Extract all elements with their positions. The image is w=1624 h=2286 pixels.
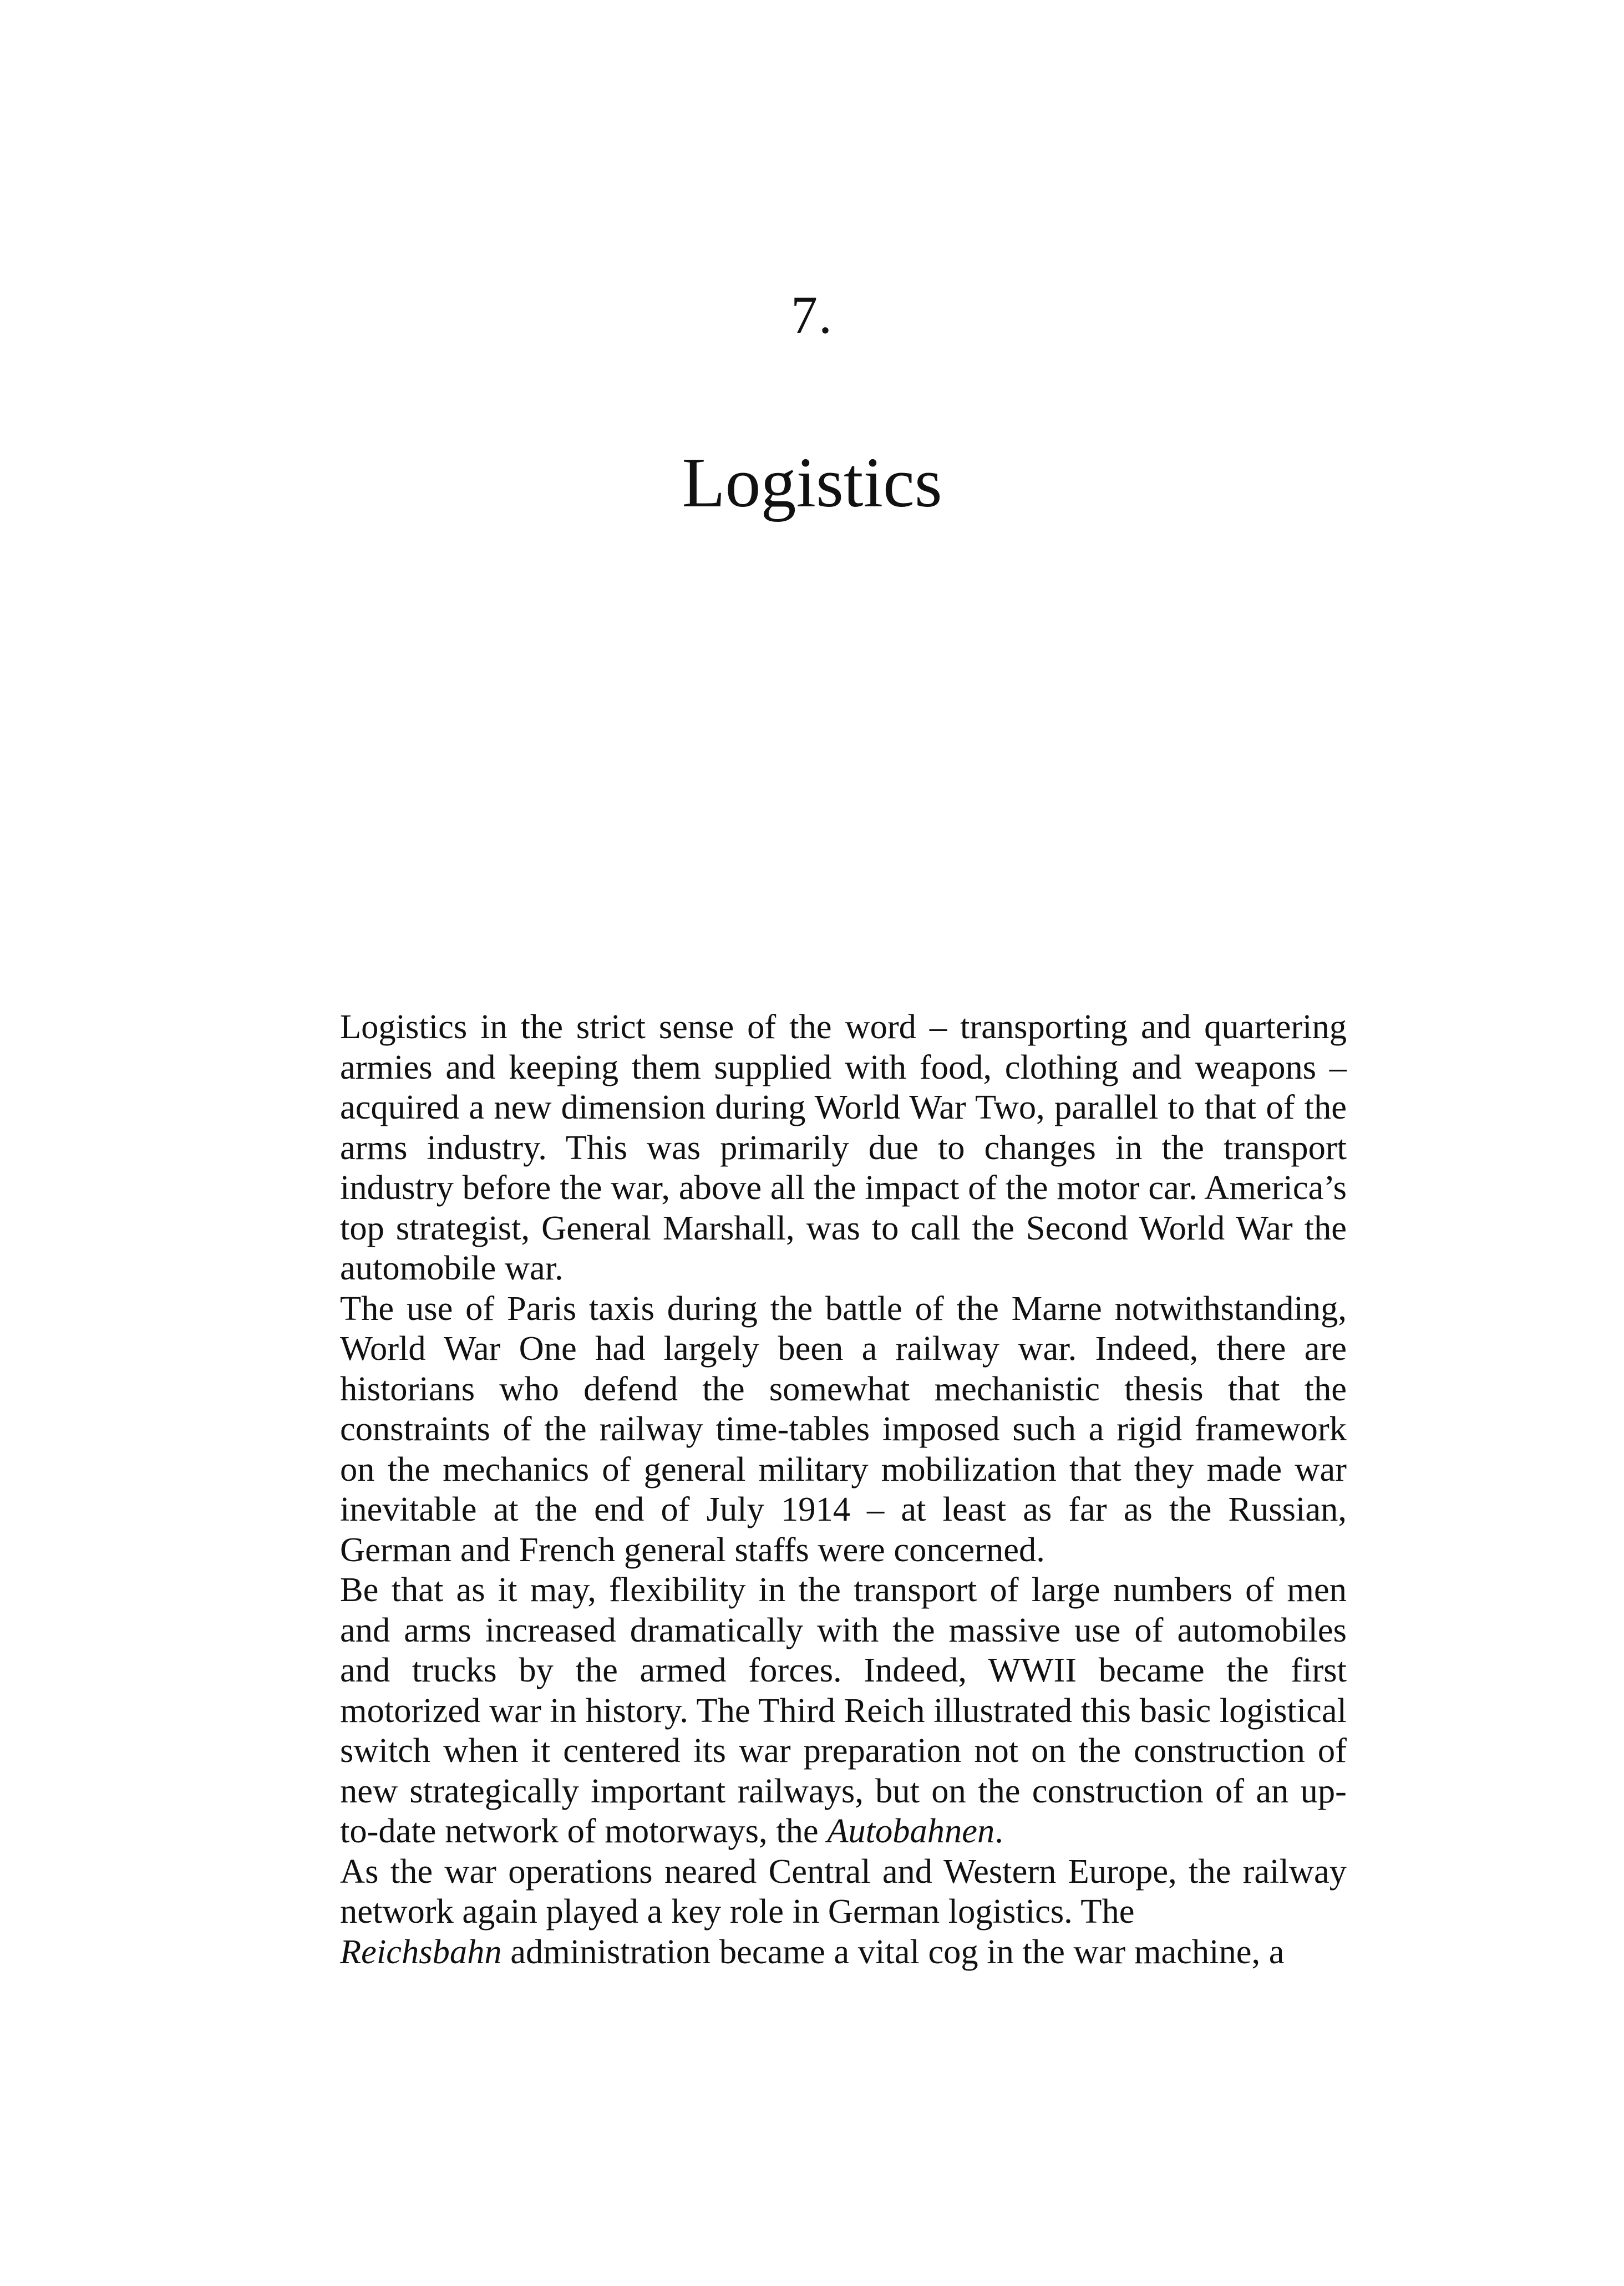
paragraph-3-italic-term: Autobahnen [827,1811,995,1850]
paragraph-3 [340,1569,1347,1851]
paragraph-4-end: administration became a vital cog in the war machine, a [501,1932,1285,1971]
paragraph-3-end: . [994,1811,1003,1850]
paragraph-1: Logistics in the strict sense of the word – transporting and quartering armies and keeping them supplied with food, clothing and weapons – acquired a new dimension during World War Two, parallel to that of the arms industry. This was primarily due to changes in the transport industry before the war, above all the impact of the motor car. America’s top strategist, General Marshall, was to call the Second World War the automobile war. [340,1007,1347,1287]
chapter-title: Logistics [682,443,942,522]
paragraph-4-italic-term: Reichsbahn [340,1932,502,1971]
chapter-body [340,1007,1347,1972]
chapter-number: 7. [791,285,833,344]
paragraph-3-text: Be that as it may, flexibility in the transport of large numbers of men and arms increased dramatically with the massive use of automobiles and trucks by the armed forces. Indeed, WWII became the first motorized war in history. The Third Reich illustrated this basic logistical switch when it centered its war preparation not on the construction of new strategically important railways, but on the construction of an up-to-date network of motorways, the [340,1570,1347,1850]
paragraph-4-text: As the war operations neared Central and Western Europe, the railway network again played a key role in German logistics. The [340,1851,1347,1931]
paragraph-4 [340,1851,1347,1972]
paragraph-2: The use of Paris taxis during the battle of the Marne notwithstanding, World War One had largely been a railway war. Indeed, there are historians who defend the somewhat mechanistic thesis that the constraints of the railway time-tables imposed such a rigid framework on the mechanics of general military mobilization that they made war inevitable at the end of July 1914 – at least as far as the Russian, German and French general staffs were concerned. [340,1288,1347,1569]
